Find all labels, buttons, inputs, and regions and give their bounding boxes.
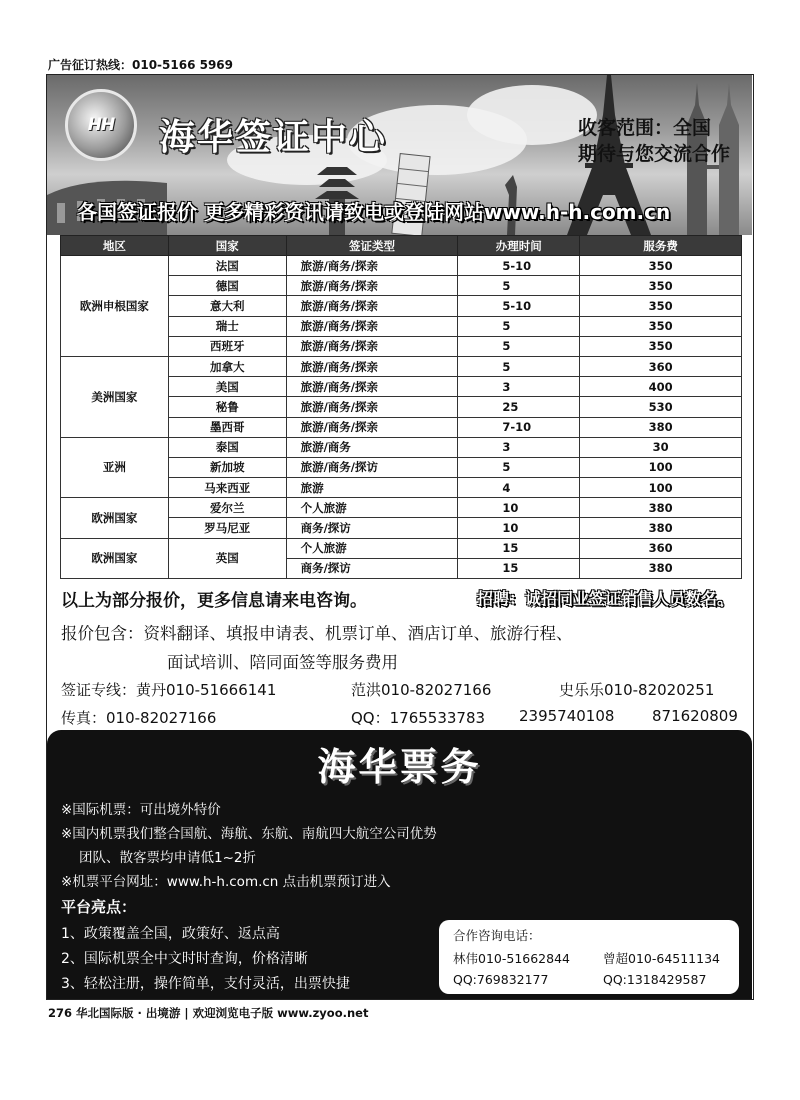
table-row (61, 356, 742, 376)
visa-type-cell: 个人旅游 (286, 498, 458, 518)
region-cell: 欧洲申根国家 (61, 256, 169, 357)
country-cell: 德国 (168, 276, 286, 296)
ad-hotline: 广告征订热线：010-5166 5969 (48, 58, 234, 72)
visa-type-cell: 旅游/商务/探亲 (286, 417, 458, 437)
country-cell: 法国 (168, 256, 286, 276)
ticket-line: ※国内机票我们整合国航、海航、东航、南航四大航空公司优势 (61, 826, 437, 842)
highlight-item: 2、国际机票全中文时时查询，价格清晰 (61, 951, 308, 967)
country-cell: 秘鲁 (168, 397, 286, 417)
visa-type-cell: 旅游/商务/探亲 (286, 316, 458, 336)
partial-price-note: 以上为部分报价，更多信息请来电咨询。 (61, 591, 367, 611)
visa-hotline: 签证专线：黄丹010-51666141 (61, 681, 277, 699)
table-header-row (61, 236, 742, 256)
visa-type-cell: 旅游/商务/探亲 (286, 276, 458, 296)
fee-cell: 400 (580, 377, 742, 397)
region-cell: 亚洲 (61, 437, 169, 498)
fee-cell: 530 (580, 397, 742, 417)
country-cell: 美国 (168, 377, 286, 397)
time-cell: 4 (458, 478, 580, 498)
time-cell: 5 (458, 457, 580, 477)
time-cell: 15 (458, 558, 580, 578)
cooperation-box (439, 920, 739, 994)
time-cell: 3 (458, 377, 580, 397)
ticket-line: 团队、散客票均申请低1~2折 (79, 850, 256, 866)
fee-cell: 350 (580, 296, 742, 316)
ad-frame (46, 74, 754, 1000)
time-cell: 25 (458, 397, 580, 417)
highlight-item: 3、轻松注册，操作简单，支付灵活，出票快捷 (61, 976, 350, 992)
service-scope (578, 115, 730, 167)
region-cell: 美洲国家 (61, 356, 169, 437)
coop-qq: QQ:1318429587 (603, 972, 707, 987)
highlight-item: 1、政策覆盖全国，政策好、返点高 (61, 926, 280, 942)
fee-cell: 350 (580, 316, 742, 336)
qq-number: QQ：1765533783 (351, 709, 486, 727)
page-footer: 276 华北国际版 · 出境游 | 欢迎浏览电子版 www.zyoo.net (48, 1006, 369, 1020)
fee-cell: 350 (580, 276, 742, 296)
scope-line: 期待与您交流合作 (577, 143, 730, 165)
fee-cell: 360 (580, 356, 742, 376)
fee-cell: 380 (580, 417, 742, 437)
visa-type-cell: 旅游 (286, 478, 458, 498)
table-row (61, 437, 742, 457)
ticket-title: 海华票务 (317, 745, 482, 789)
country-cell: 爱尔兰 (168, 498, 286, 518)
country-cell: 泰国 (168, 437, 286, 457)
fax-number: 传真：010-82027166 (61, 709, 217, 727)
header-visa-type: 签证类型 (286, 236, 458, 256)
region-cell: 欧洲国家 (61, 498, 169, 538)
price-includes-line: 报价包含：资料翻译、填报申请表、机票订单、酒店订单、旅游行程、 (61, 624, 573, 643)
visa-type-cell: 旅游/商务/探亲 (286, 296, 458, 316)
fee-cell: 380 (580, 498, 742, 518)
fee-cell: 380 (580, 558, 742, 578)
country-cell: 意大利 (168, 296, 286, 316)
visa-type-cell: 旅游/商务 (286, 437, 458, 457)
table-row (61, 256, 742, 276)
visa-type-cell: 旅游/商务/探亲 (286, 377, 458, 397)
visa-type-cell: 旅游/商务/探访 (286, 457, 458, 477)
country-cell: 瑞士 (168, 316, 286, 336)
country-cell: 马来西亚 (168, 478, 286, 498)
visa-price-table (60, 235, 742, 579)
time-cell: 5 (458, 336, 580, 356)
fee-cell: 100 (580, 457, 742, 477)
qq-number: 871620809 (652, 707, 738, 725)
fee-cell: 350 (580, 336, 742, 356)
country-cell: 西班牙 (168, 336, 286, 356)
contact-phone: 史乐乐010-82020251 (559, 681, 715, 699)
coop-phone: 林伟010-51662844 (453, 951, 570, 966)
scope-line: 收客范围：全国 (577, 117, 711, 139)
country-cell: 墨西哥 (168, 417, 286, 437)
ticket-line: ※国际机票：可出境外特价 (61, 802, 221, 818)
visa-type-cell: 个人旅游 (286, 538, 458, 558)
header-country: 国家 (168, 236, 286, 256)
fee-cell: 380 (580, 518, 742, 538)
coop-phone: 曾超010-64511134 (603, 951, 720, 966)
time-cell: 3 (458, 437, 580, 457)
highlights-title: 平台亮点： (61, 898, 137, 916)
recruitment-notice: 招聘：诚招同业签证销售人员数名。 (477, 589, 734, 608)
time-cell: 10 (458, 498, 580, 518)
ticket-line: ※机票平台网址：www.h-h.com.cn 点击机票预订进入 (61, 874, 391, 890)
fee-cell: 350 (580, 256, 742, 276)
brand-name: 海华签证中心 (159, 117, 388, 158)
banner-slogan: 各国签证报价 更多精彩资讯请致电或登陆网站www.h-h.com.cn (77, 200, 671, 224)
country-cell: 英国 (168, 538, 286, 578)
header-service-fee: 服务费 (580, 236, 742, 256)
visa-type-cell: 旅游/商务/探亲 (286, 336, 458, 356)
table-row (61, 538, 742, 558)
contact-phone: 范洪010-82027166 (351, 681, 492, 699)
visa-type-cell: 旅游/商务/探亲 (286, 256, 458, 276)
fee-cell: 360 (580, 538, 742, 558)
time-cell: 5 (458, 316, 580, 336)
time-cell: 15 (458, 538, 580, 558)
time-cell: 5-10 (458, 256, 580, 276)
fee-cell: 100 (580, 478, 742, 498)
time-cell: 10 (458, 518, 580, 538)
header-region: 地区 (61, 236, 169, 256)
visa-type-cell: 商务/探访 (286, 518, 458, 538)
banner (47, 75, 752, 235)
price-includes-line: 面试培训、陪同面签等服务费用 (167, 653, 398, 672)
time-cell: 7-10 (458, 417, 580, 437)
table-row (61, 498, 742, 518)
country-cell: 新加坡 (168, 457, 286, 477)
country-cell: 罗马尼亚 (168, 518, 286, 538)
region-cell: 欧洲国家 (61, 538, 169, 578)
time-cell: 5 (458, 276, 580, 296)
visa-type-cell: 商务/探访 (286, 558, 458, 578)
time-cell: 5 (458, 356, 580, 376)
logo-icon: HH (65, 89, 137, 161)
coop-qq: QQ:769832177 (453, 972, 549, 987)
country-cell: 加拿大 (168, 356, 286, 376)
coop-title: 合作咨询电话： (453, 928, 541, 943)
qq-number: 2395740108 (519, 707, 615, 725)
time-cell: 5-10 (458, 296, 580, 316)
visa-type-cell: 旅游/商务/探亲 (286, 397, 458, 417)
fee-cell: 30 (580, 437, 742, 457)
visa-type-cell: 旅游/商务/探亲 (286, 356, 458, 376)
header-processing-time: 办理时间 (458, 236, 580, 256)
